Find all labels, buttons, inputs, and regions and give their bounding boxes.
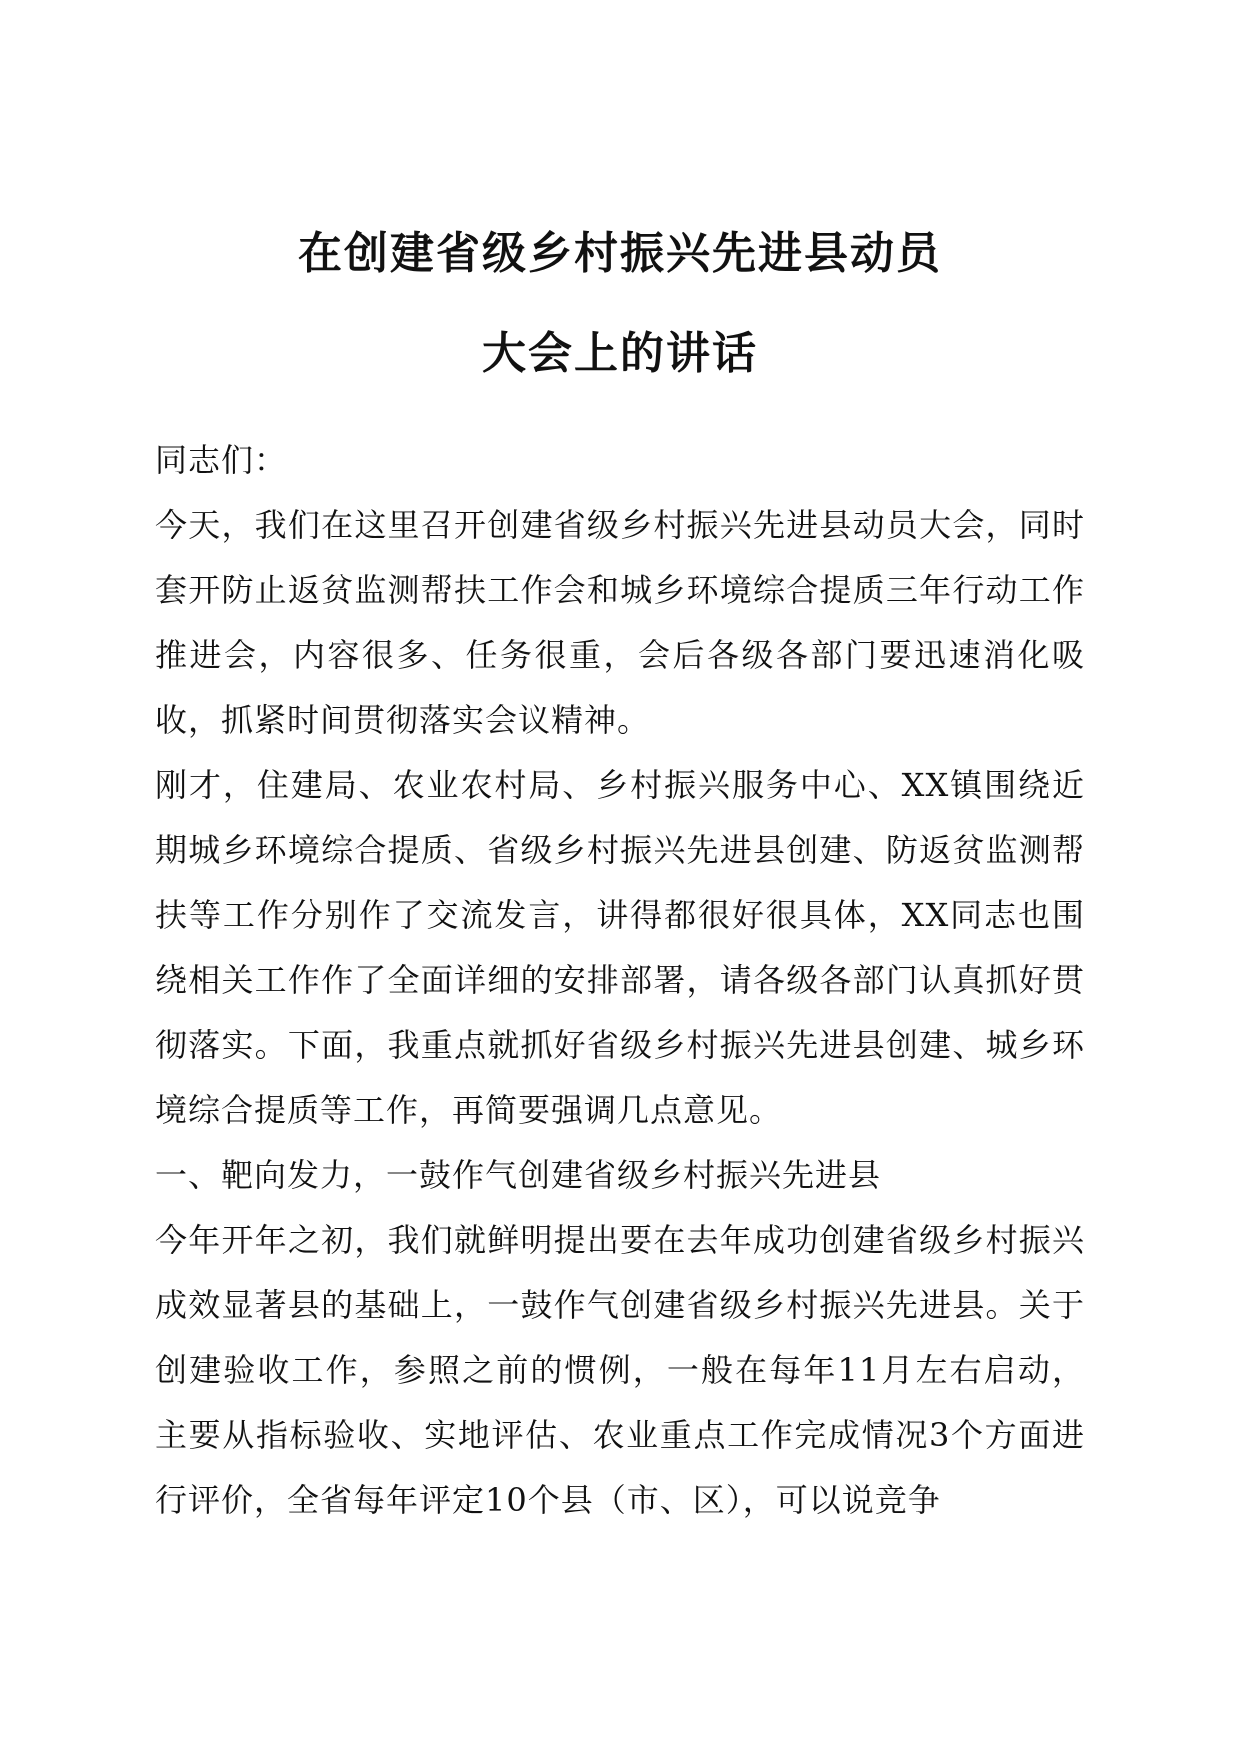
paragraph-opening: 今天，我们在这里召开创建省级乡村振兴先进县动员大会，同时套开防止返贫监测帮扶工作会和城乡环境综合提质三年行动工作推进会，内容很多、任务很重，会后各级各部门要迅速消化吸收，抓紧时间贯彻落实会议精神。: [155, 506, 1085, 739]
salutation: 同志们：: [155, 441, 288, 479]
section-heading-1: 一、靶向发力，一鼓作气创建省级乡村振兴先进县: [155, 1156, 882, 1194]
document-title-line-1: 在创建省级乡村振兴先进县动员: [298, 228, 942, 279]
paragraph-section-1: 今年开年之初，我们就鲜明提出要在去年成功创建省级乡村振兴成效显著县的基础上，一鼓作气创建省级乡村振兴先进县。关于创建验收工作，参照之前的惯例，一般在每年11月左右启动，主要从指标验收、实地评估、农业重点工作完成情况3个方面进行评价，全省每年评定10个县（市、区），可以说竞争: [155, 1221, 1085, 1519]
document-body: [155, 428, 1085, 1533]
paragraph-reports: 刚才，住建局、农业农村局、乡村振兴服务中心、XX镇围绕近期城乡环境综合提质、省级乡村振兴先进县创建、防返贫监测帮扶等工作分别作了交流发言，讲得都很好很具体，XX同志也围绕相关工作作了全面详细的安排部署，请各级各部门认真抓好贯彻落实。下面，我重点就抓好省级乡村振兴先进县创建、城乡环境综合提质等工作，再简要强调几点意见。: [155, 766, 1085, 1129]
document-title-line-2: 大会上的讲话: [482, 328, 758, 379]
